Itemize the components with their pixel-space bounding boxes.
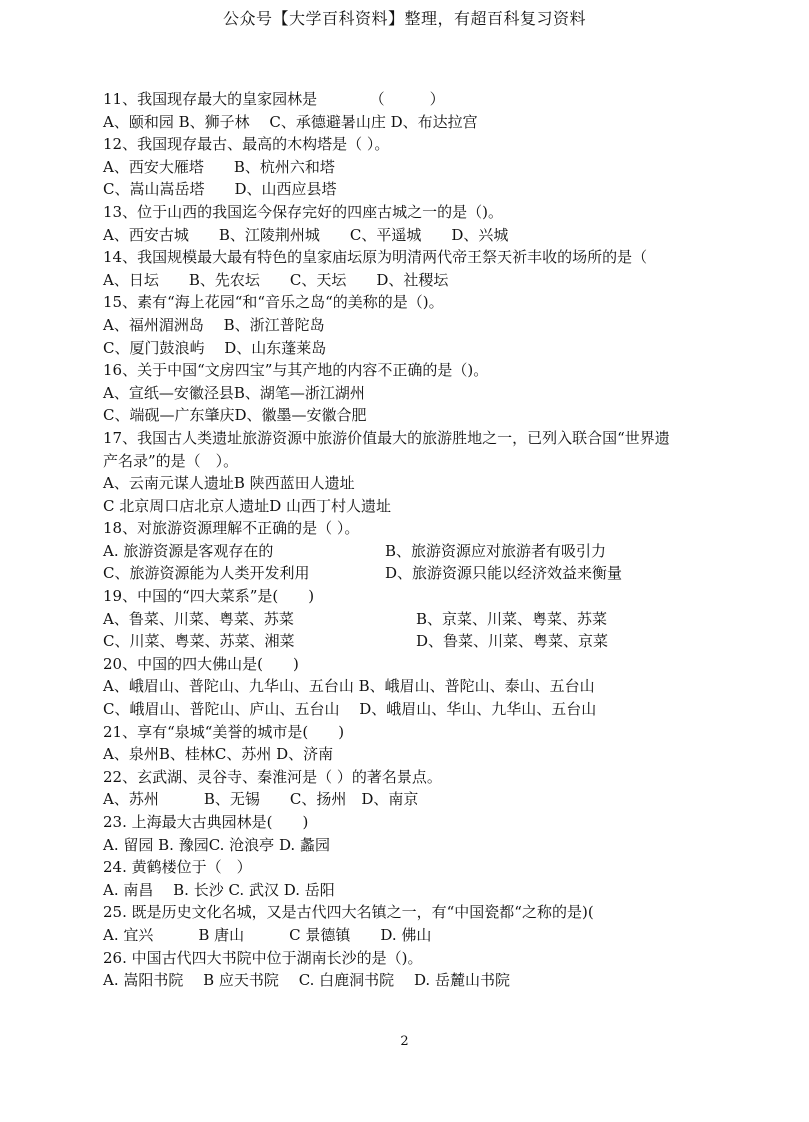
option-row (103, 540, 743, 563)
page-number: 2 (400, 1034, 409, 1049)
question-line: 13、位于山西的我国迄今保存完好的四座古城之一的是（)。 (103, 202, 503, 221)
question-line: 14、我国规模最大最有特色的皇家庙坛原为明清两代帝王祭天祈丰收的场所的是（ (103, 248, 648, 267)
option-line: C、峨眉山、普陀山、庐山、五台山 D、峨眉山、华山、九华山、五台山 (103, 700, 597, 719)
option-line: A、泉州B、桂林C、苏州 D、济南 (103, 745, 334, 764)
page-header: 公众号【大学百科资料】整理，有超百科复习资料 (222, 9, 586, 28)
option-line: A、宣纸—安徽泾县B、湖笔—浙江湖州 (103, 383, 365, 402)
option-b: B、旅游资源应对旅游者有吸引力 (385, 541, 607, 560)
question-line: 17、我国古人类遗址旅游资源中旅游价值最大的旅游胜地之一，已列入联合国“世界遗 (103, 428, 670, 447)
option-line: C、端砚—广东肇庆D、徽墨—安徽合肥 (103, 406, 367, 425)
option-line: A. 留园 B. 豫园C. 沧浪亭 D. 蠡园 (103, 835, 330, 854)
option-a: A、鲁菜、川菜、粤菜、苏菜 (103, 609, 294, 628)
question-line: 25. 既是历史文化名城，又是古代四大名镇之一，有“中国瓷都“之称的是)( (103, 903, 594, 922)
question-line: 20、中国的四大佛山是( ) (103, 654, 299, 673)
option-c: C、旅游资源能为人类开发利用 (103, 564, 310, 583)
option-line: A. 宜兴 B 唐山 C 景德镇 D. 佛山 (103, 925, 432, 944)
question-line: 26. 中国古代四大书院中位于湖南长沙的是（)。 (103, 948, 423, 967)
option-line: A、苏州 B、无锡 C、扬州 D、南京 (103, 790, 419, 809)
question-line: 产名录”的是（ ）。 (103, 451, 239, 470)
question-line: 23. 上海最大古典园林是( ) (103, 813, 309, 831)
option-d: D、鲁菜、川菜、粤菜、京菜 (416, 632, 609, 651)
option-line: A、峨眉山、普陀山、九华山、五台山 B、峨眉山、普陀山、泰山、五台山 (103, 677, 595, 696)
question-line: 19、中国的“四大菜系”是( ) (103, 587, 315, 606)
option-row (103, 562, 743, 585)
option-line: A、福州湄洲岛 B、浙江普陀岛 (103, 315, 325, 334)
option-b: B、京菜、川菜、粤菜、苏菜 (416, 609, 608, 628)
question-line: 12、我国现存最古、最高的木构塔是（ ）。 (103, 135, 390, 154)
option-line: C 北京周口店北京人遗址D 山西丁村人遗址 (103, 496, 392, 515)
option-line: A. 嵩阳书院 B 应天书院 C. 白鹿洞书院 D. 岳麓山书院 (103, 971, 510, 990)
option-row (103, 630, 743, 653)
option-line: C、嵩山嵩岳塔 D、山西应县塔 (103, 180, 337, 199)
question-line: 15、素有“海上花园“和“音乐之岛“的美称的是（)。 (103, 293, 444, 312)
option-row (103, 608, 743, 631)
question-line: 18、对旅游资源理解不正确的是（ ）。 (103, 519, 360, 538)
option-d: D、旅游资源只能以经济效益来衡量 (385, 564, 623, 583)
question-line: 21、享有“泉城“美誉的城市是( ) (103, 722, 345, 741)
option-line: A、颐和园 B、狮子林 C、承德避暑山庄 D、布达拉宫 (103, 112, 478, 131)
question-line: 24. 黄鹤楼位于（ ） (103, 858, 252, 877)
option-line: A、日坛 B、先农坛 C、天坛 D、社稷坛 (103, 270, 449, 289)
option-line: A. 南昌 B. 长沙 C. 武汉 D. 岳阳 (103, 880, 335, 899)
question-line: 11、我国现存最大的皇家园林是 （ ） (103, 90, 445, 108)
question-line: 22、玄武湖、灵谷寺、秦淮河是（ ）的著名景点。 (103, 767, 442, 786)
option-line: C、厦门鼓浪屿 D、山东蓬莱岛 (103, 338, 327, 357)
option-line: A、西安大雁塔 B、杭州六和塔 (103, 157, 335, 176)
option-c: C、川菜、粤菜、苏菜、湘菜 (103, 632, 295, 651)
option-a: A. 旅游资源是客观存在的 (103, 541, 274, 560)
question-list (103, 88, 743, 992)
option-line: A、西安古城 B、江陵荆州城 C、平遥城 D、兴城 (103, 225, 509, 244)
option-line: A、云南元谋人遗址B 陕西蓝田人遗址 (103, 474, 355, 493)
question-line: 16、关于中国“文房四宝”与其产地的内容不正确的是（)。 (103, 361, 489, 380)
